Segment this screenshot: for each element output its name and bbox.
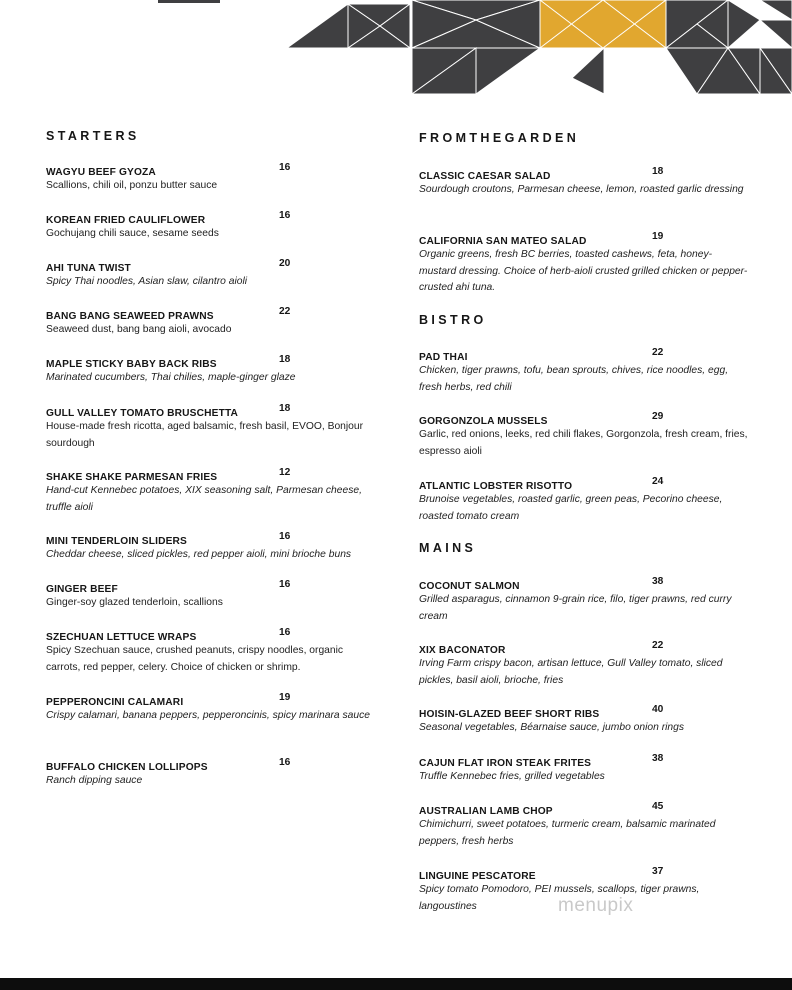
menu-item-header <box>46 757 364 773</box>
menu-item <box>419 640 749 689</box>
menu-item-name: MINI TENDERLOIN SLIDERS <box>46 536 187 547</box>
menu-item-header <box>46 692 364 708</box>
menu-item-header <box>46 210 364 226</box>
menu-item-description: Truffle Kennebec fries, grilled vegetables <box>419 771 605 782</box>
menu-item-name: COCONUT SALMON <box>419 581 520 592</box>
menu-item-description: Garlic, red onions, leeks, red chili flakes, Gorgonzola, fresh cream, fries, espresso aioli <box>419 429 748 457</box>
mains-title: MAINS <box>419 541 477 555</box>
menu-item <box>419 801 749 850</box>
menu-item-description: Sourdough croutons, Parmesan cheese, lemon, roasted garlic dressing <box>419 184 744 195</box>
menu-item-description: Crispy calamari, banana peppers, pepperoncinis, spicy marinara sauce <box>46 710 370 721</box>
menu-item-name: PAD THAI <box>419 352 468 363</box>
geometric-header-decoration <box>0 0 792 100</box>
menu-item-header <box>46 467 364 483</box>
menu-item-price: 22 <box>652 347 664 358</box>
menu-item-header <box>419 476 749 492</box>
menu-item <box>46 579 364 612</box>
menu-item <box>419 411 749 460</box>
menu-item-name: BANG BANG SEAWEED PRAWNS <box>46 311 214 322</box>
menu-item-description: Chimichurri, sweet potatoes, turmeric cream, balsamic marinated peppers, fresh herbs <box>419 819 716 847</box>
menu-item <box>46 354 364 387</box>
menu-item-price: 45 <box>652 801 664 812</box>
menu-item-name: CAJUN FLAT IRON STEAK FRITES <box>419 758 592 769</box>
menu-item-description: Spicy tomato Pomodoro, PEI mussels, scallops, tiger prawns, langoustines <box>419 884 700 912</box>
menu-item-name: LINGUINE PESCATORE <box>419 871 536 882</box>
menu-item-price: 24 <box>652 476 664 487</box>
menu-item-header <box>419 801 749 817</box>
menu-item-price: 20 <box>279 258 291 269</box>
menu-item-description: Grilled asparagus, cinnamon 9-grain rice, filo, tiger prawns, red curry cream <box>419 594 732 622</box>
menu-item-price: 18 <box>279 403 291 414</box>
menu-item-header <box>419 231 749 247</box>
menu-item <box>46 467 364 516</box>
menu-item-name: AUSTRALIAN LAMB CHOP <box>419 806 553 817</box>
menu-item-header <box>419 166 749 182</box>
menu-item <box>46 403 364 452</box>
menu-item <box>419 231 749 297</box>
menu-item-name: CLASSIC CAESAR SALAD <box>419 171 551 182</box>
menu-item-description: Ranch dipping sauce <box>46 775 143 786</box>
menu-item-price: 18 <box>279 354 291 365</box>
menu-item-description: Scallions, chili oil, ponzu butter sauce <box>46 180 218 191</box>
menu-item-price: 16 <box>279 627 291 638</box>
menu-item-description: Marinated cucumbers, Thai chilies, maple-ginger glaze <box>46 372 296 383</box>
menu-item-name: SZECHUAN LETTUCE WRAPS <box>46 632 197 643</box>
menu-item-header <box>419 866 749 882</box>
menu-item-price: 22 <box>652 640 664 651</box>
menu-item-price: 16 <box>279 210 291 221</box>
menu-item <box>419 476 749 525</box>
menu-item-header <box>419 753 749 769</box>
menu-item-description: Irving Farm crispy bacon, artisan lettuce, Gull Valley tomato, sliced pickles, basil aioli, brioche, fries <box>419 658 723 686</box>
menu-item-description: Ginger-soy glazed tenderloin, scallions <box>46 597 223 608</box>
menu-item-header <box>46 258 364 274</box>
menu-item-name: BUFFALO CHICKEN LOLLIPOPS <box>46 762 208 773</box>
menu-item-price: 16 <box>279 757 291 768</box>
menu-item-price: 37 <box>652 866 664 877</box>
menu-item-header <box>419 411 749 427</box>
menu-item-name: WAGYU BEEF GYOZA <box>46 167 156 178</box>
menu-item-name: CALIFORNIA SAN MATEO SALAD <box>419 236 587 247</box>
menu-item-price: 16 <box>279 531 291 542</box>
menu-item-name: KOREAN FRIED CAULIFLOWER <box>46 215 206 226</box>
menu-item-price: 12 <box>279 467 291 478</box>
menu-item-price: 38 <box>652 576 664 587</box>
menu-item <box>46 306 364 339</box>
menu-item-header <box>419 704 749 720</box>
menu-item-header <box>46 403 364 419</box>
menu-item-name: PEPPERONCINI CALAMARI <box>46 697 184 708</box>
menu-item <box>46 531 364 564</box>
menu-item <box>46 210 364 243</box>
menu-item-price: 19 <box>652 231 664 242</box>
menu-item-description: Organic greens, fresh BC berries, toasted cashews, feta, honey-mustard dressing. Choice of herb-aioli crusted grilled chicken or pepper-crusted ahi tuna. <box>419 249 748 293</box>
menu-item-header <box>46 306 364 322</box>
menu-item-description: Spicy Szechuan sauce, crushed peanuts, crispy noodles, organic carrots, red pepper, celery. Choice of chicken or shrimp. <box>46 645 344 673</box>
menu-item-description: Seaweed dust, bang bang aioli, avocado <box>46 324 232 335</box>
menu-item <box>46 757 364 790</box>
starters-title: STARTERS <box>46 129 140 143</box>
bottom-bar <box>0 978 792 990</box>
menu-item-description: Spicy Thai noodles, Asian slaw, cilantro aioli <box>46 276 248 287</box>
menu-item <box>419 753 749 786</box>
menu-item-header <box>419 576 749 592</box>
menu-item-description: Seasonal vegetables, Béarnaise sauce, jumbo onion rings <box>419 722 685 733</box>
menu-item-name: ATLANTIC LOBSTER RISOTTO <box>419 481 573 492</box>
menu-item <box>46 692 370 725</box>
menu-item <box>419 347 749 396</box>
menu-item-price: 18 <box>652 166 664 177</box>
bistro-title: BISTRO <box>419 313 487 327</box>
menu-item <box>46 627 364 676</box>
menu-item-header <box>46 531 364 547</box>
menu-item-description: Hand-cut Kennebec potatoes, XIX seasoning salt, Parmesan cheese, truffle aioli <box>46 485 362 513</box>
menu-item-price: 40 <box>652 704 664 715</box>
menu-item-price: 29 <box>652 411 664 422</box>
menu-item-price: 22 <box>279 306 291 317</box>
menu-item-name: GORGONZOLA MUSSELS <box>419 416 548 427</box>
menu-item-description: Cheddar cheese, sliced pickles, red pepper aioli, mini brioche buns <box>46 549 352 560</box>
menu-item-description: Gochujang chili sauce, sesame seeds <box>46 228 219 239</box>
menu-item-header <box>46 627 364 643</box>
menu-item-name: XIX BACONATOR <box>419 645 506 656</box>
menu-item-price: 16 <box>279 579 291 590</box>
menu-item-name: GINGER BEEF <box>46 584 118 595</box>
menu-item-name: SHAKE SHAKE PARMESAN FRIES <box>46 472 218 483</box>
menu-item-header <box>419 640 749 656</box>
menu-item-description: Brunoise vegetables, roasted garlic, green peas, Pecorino cheese, roasted tomato cream <box>419 494 723 522</box>
menu-item <box>419 704 749 737</box>
menu-item-header <box>46 162 364 178</box>
menu-item-header <box>419 347 749 363</box>
menu-item-name: HOISIN-GLAZED BEEF SHORT RIBS <box>419 709 600 720</box>
menu-item-name: GULL VALLEY TOMATO BRUSCHETTA <box>46 408 239 419</box>
menu-item-price: 19 <box>279 692 291 703</box>
menu-item-price: 16 <box>279 162 291 173</box>
menu-item-description: House-made fresh ricotta, aged balsamic, fresh basil, EVOO, Bonjour sourdough <box>46 421 364 449</box>
menu-item <box>419 166 749 199</box>
menu-item <box>46 258 364 291</box>
menu-item-name: MAPLE STICKY BABY BACK RIBS <box>46 359 217 370</box>
menu-item-header <box>46 579 364 595</box>
menu-item-name: AHI TUNA TWIST <box>46 263 131 274</box>
menu-item-description: Chicken, tiger prawns, tofu, bean sprouts, chives, rice noodles, egg, fresh herbs, red chili <box>419 365 729 393</box>
menupix-watermark: menupix <box>558 895 634 916</box>
menu-item-header <box>46 354 364 370</box>
garden-title: FROMTHEGARDEN <box>419 131 580 145</box>
menu-item <box>46 162 364 195</box>
menu-item-price: 38 <box>652 753 664 764</box>
menu-item <box>419 576 749 625</box>
